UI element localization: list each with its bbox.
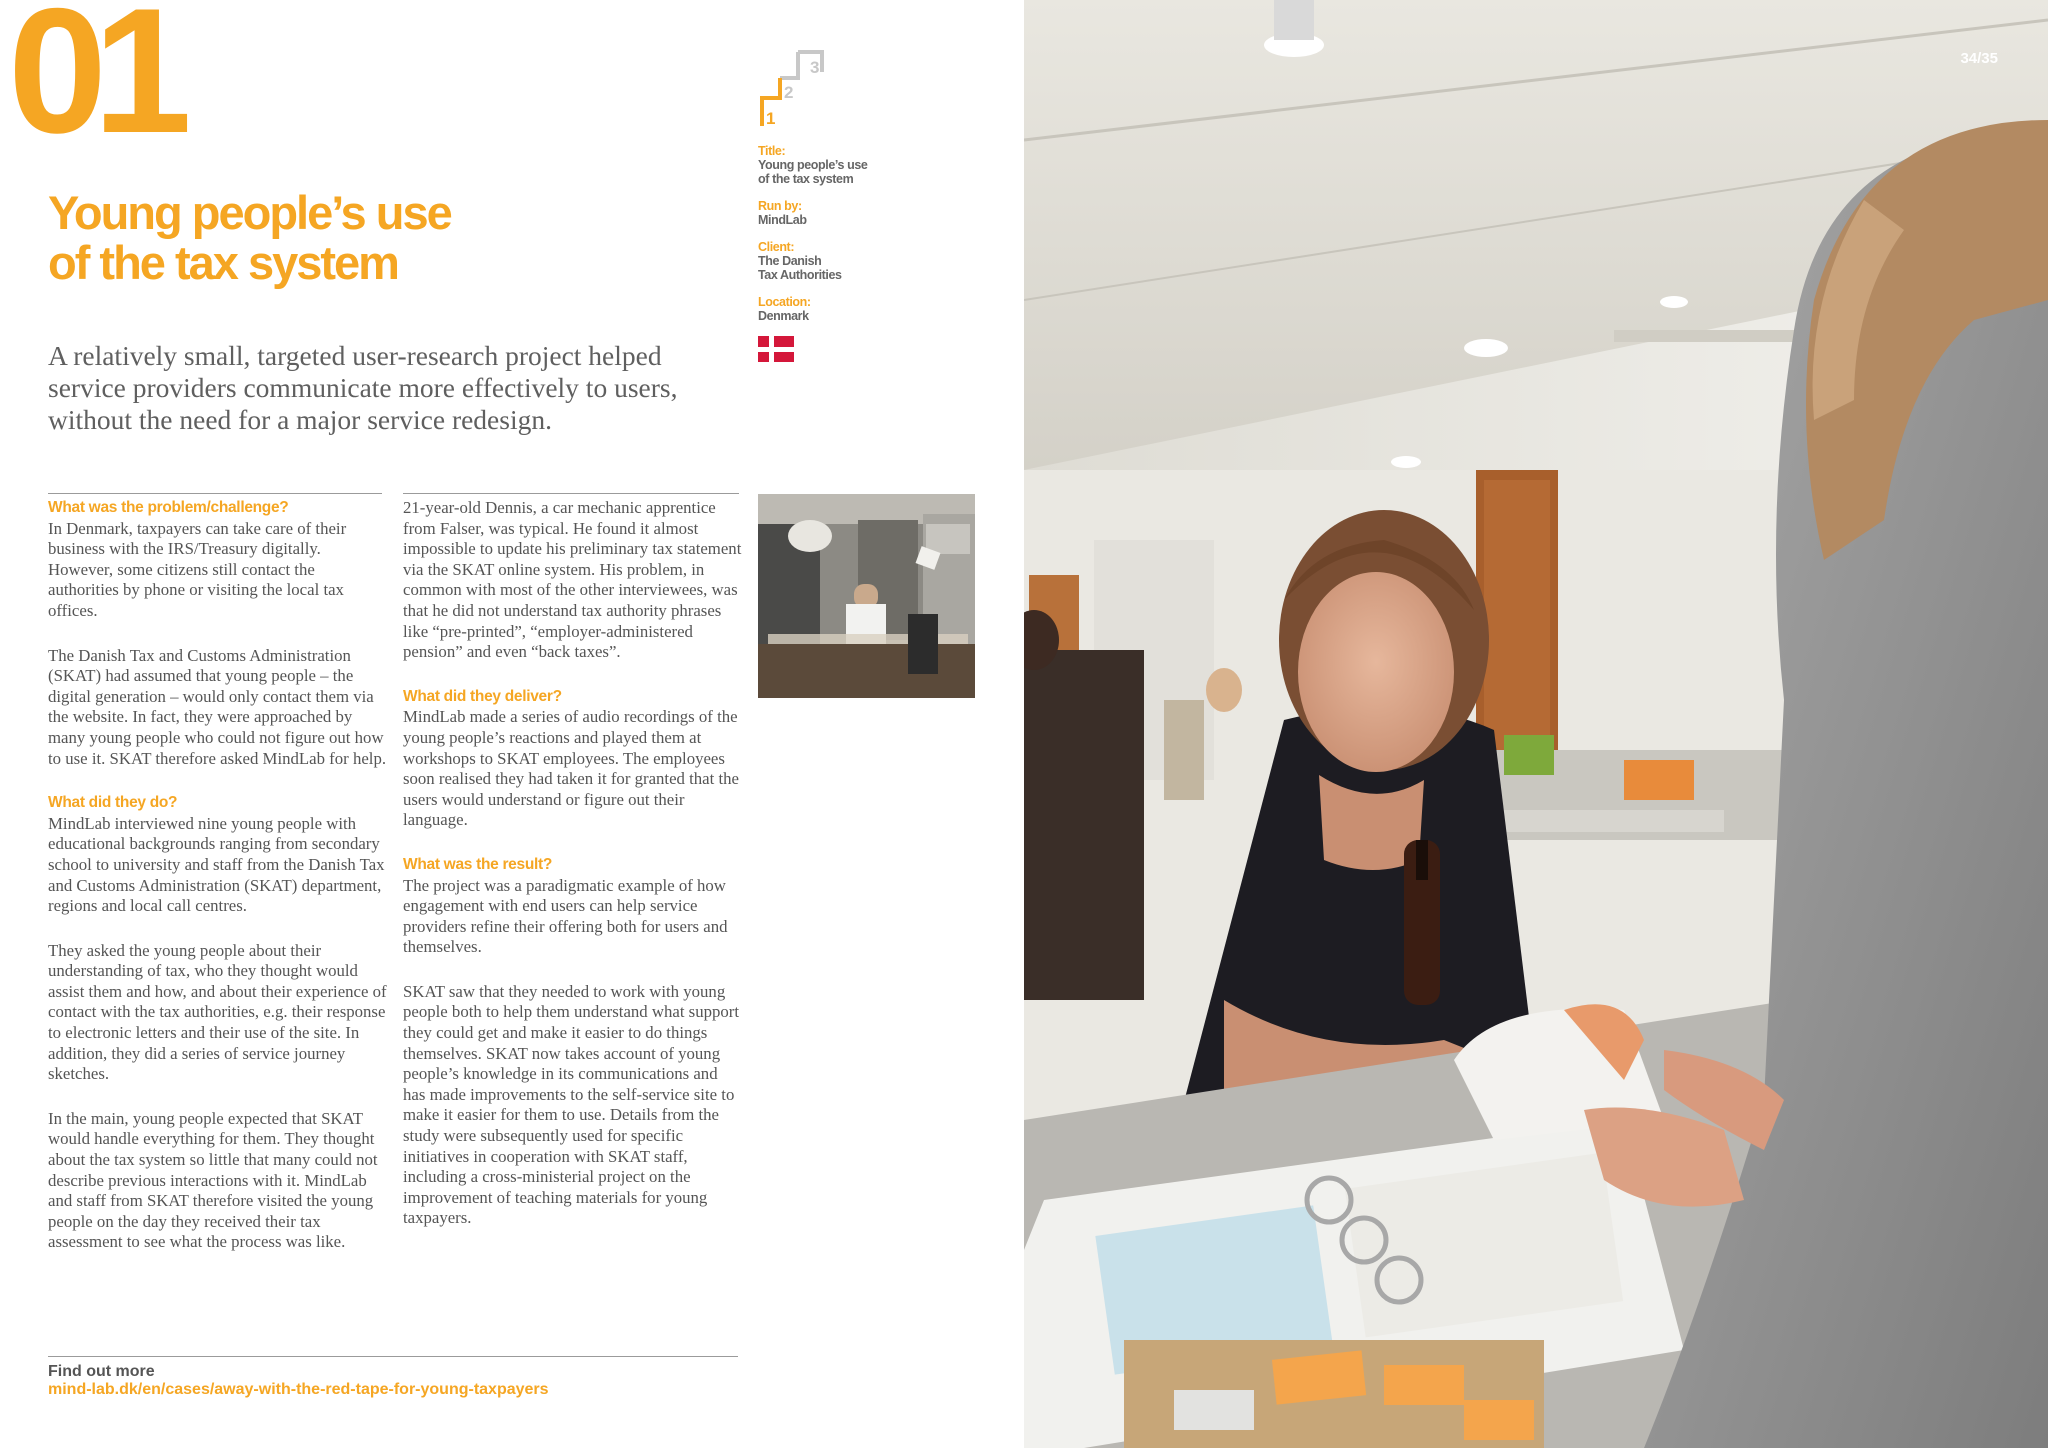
paragraph: In Denmark, taxpayers can take care of their business with the IRS/Treasury digitally. However, some citizens still contact the authorities by phone or visiting the local tax offices. xyxy=(48,518,347,620)
meta-client xyxy=(758,240,918,282)
meta-title-value-2: of the tax system xyxy=(758,172,854,186)
column-1 xyxy=(48,498,388,1277)
meta-title-label: Title: xyxy=(758,144,786,158)
paragraph: MindLab interviewed nine young people with educational backgrounds ranging from secondary school to university and staff from the Danish Tax and Customs Administration (SKAT) department, regions and local call centres. xyxy=(48,813,385,916)
case-number: 01 xyxy=(8,0,178,170)
find-out-more-heading: Find out more xyxy=(48,1363,155,1380)
paragraph: 21-year-old Dennis, a car mechanic apprentice from Falser, was typical. He found it almost impossible to update his preliminary tax statement via the SKAT online system. His problem, in common with most of the other interviewees, was that he did not understand tax authority phrases like “pre-printed”, “employer-administered pension” and even “back taxes”. xyxy=(403,498,742,662)
project-info-sidebar xyxy=(758,48,918,362)
column-1-rule xyxy=(48,493,382,494)
paragraph: In the main, young people expected that SKAT would handle everything for them. They thought about the tax system so little that many could not describe previous interactions with it. MindLab and staff from SKAT therefore visited the young people on the day they received their tax assessment to see what the process was like. xyxy=(48,1108,378,1252)
meta-run-by xyxy=(758,199,918,227)
meta-client-value-2: Tax Authorities xyxy=(758,268,842,282)
interview-photo xyxy=(758,494,975,698)
find-out-more-link[interactable]: mind-lab.dk/en/cases/away-with-the-red-tape-for-young-taxpayers xyxy=(48,1381,549,1398)
project-meta xyxy=(758,144,918,362)
intro-text: A relatively small, targeted user-research project helped service providers communicate more effectively to users, without the need for a major service redesign. xyxy=(48,340,678,435)
heading-what-did-they-do: What did they do? xyxy=(48,794,178,812)
paragraph: MindLab made a series of audio recordings of the young people’s reactions and played them at workshops to SKAT employees. The employees soon realised they had taken it for granted that the users would understand or figure out their language. xyxy=(403,707,739,830)
paragraph: The project was a paradigmatic example of how engagement with end users can help service providers refine their offering both for users and themselves. xyxy=(403,875,728,957)
meta-run-label: Run by: xyxy=(758,199,802,213)
meta-location-label: Location: xyxy=(758,295,811,309)
title-line-1: Young people’s use xyxy=(48,186,451,239)
interview-photo-illustration xyxy=(758,494,975,698)
meta-location-value: Denmark xyxy=(758,309,809,323)
paragraph: SKAT saw that they needed to work with young people both to help them understand what support they could get and make it easier to do things themselves. SKAT now takes account of young people’s knowledge in its communications and has made improvements to the self-service site to make it easier for them to use. Details from the study were subsequently used for specific initiatives in cooperation with SKAT staff, including a cross-ministerial project on the improvement of teaching materials for young taxpayers. xyxy=(403,981,740,1228)
paragraph: The Danish Tax and Customs Administration (SKAT) had assumed that young people – the digital generation – would only contact them via the website. In fact, they were approached by many young people who could not figure out how to use it. SKAT therefore asked MindLab for help. xyxy=(48,645,387,768)
title-line-2: of the tax system xyxy=(48,236,398,289)
meta-client-label: Client: xyxy=(758,240,795,254)
heading-problem: What was the problem/challenge? xyxy=(48,499,289,516)
meta-run-value: MindLab xyxy=(758,213,807,227)
meta-title xyxy=(758,144,918,186)
find-out-more xyxy=(48,1363,748,1399)
stairs-steps-icon xyxy=(758,48,824,130)
column-2-rule xyxy=(403,493,739,494)
heading-deliver: What did they deliver? xyxy=(403,687,562,705)
denmark-flag-icon xyxy=(758,336,794,362)
paragraph: They asked the young people about their understanding of tax, who they thought would assist them and how, and about their experience of contact with the tax authorities, e.g. their response to electronic letters and their use of the site. In addition, they did a series of service journey sketches. xyxy=(48,940,387,1084)
heading-result: What was the result? xyxy=(403,855,553,873)
meta-client-value-1: The Danish xyxy=(758,254,822,268)
page-number: 34/35 xyxy=(1960,50,1998,67)
right-page-photo xyxy=(1024,0,2048,1448)
step-1-number: 1 xyxy=(766,109,776,128)
step-2-number: 2 xyxy=(784,83,794,102)
column-2 xyxy=(403,498,743,1253)
page-title xyxy=(48,188,668,288)
meta-title-value-1: Young people’s use xyxy=(758,158,868,172)
meta-location xyxy=(758,295,918,323)
footer-rule xyxy=(48,1356,738,1357)
workshop-photo xyxy=(1024,0,2048,1448)
step-3-number: 3 xyxy=(810,58,820,77)
